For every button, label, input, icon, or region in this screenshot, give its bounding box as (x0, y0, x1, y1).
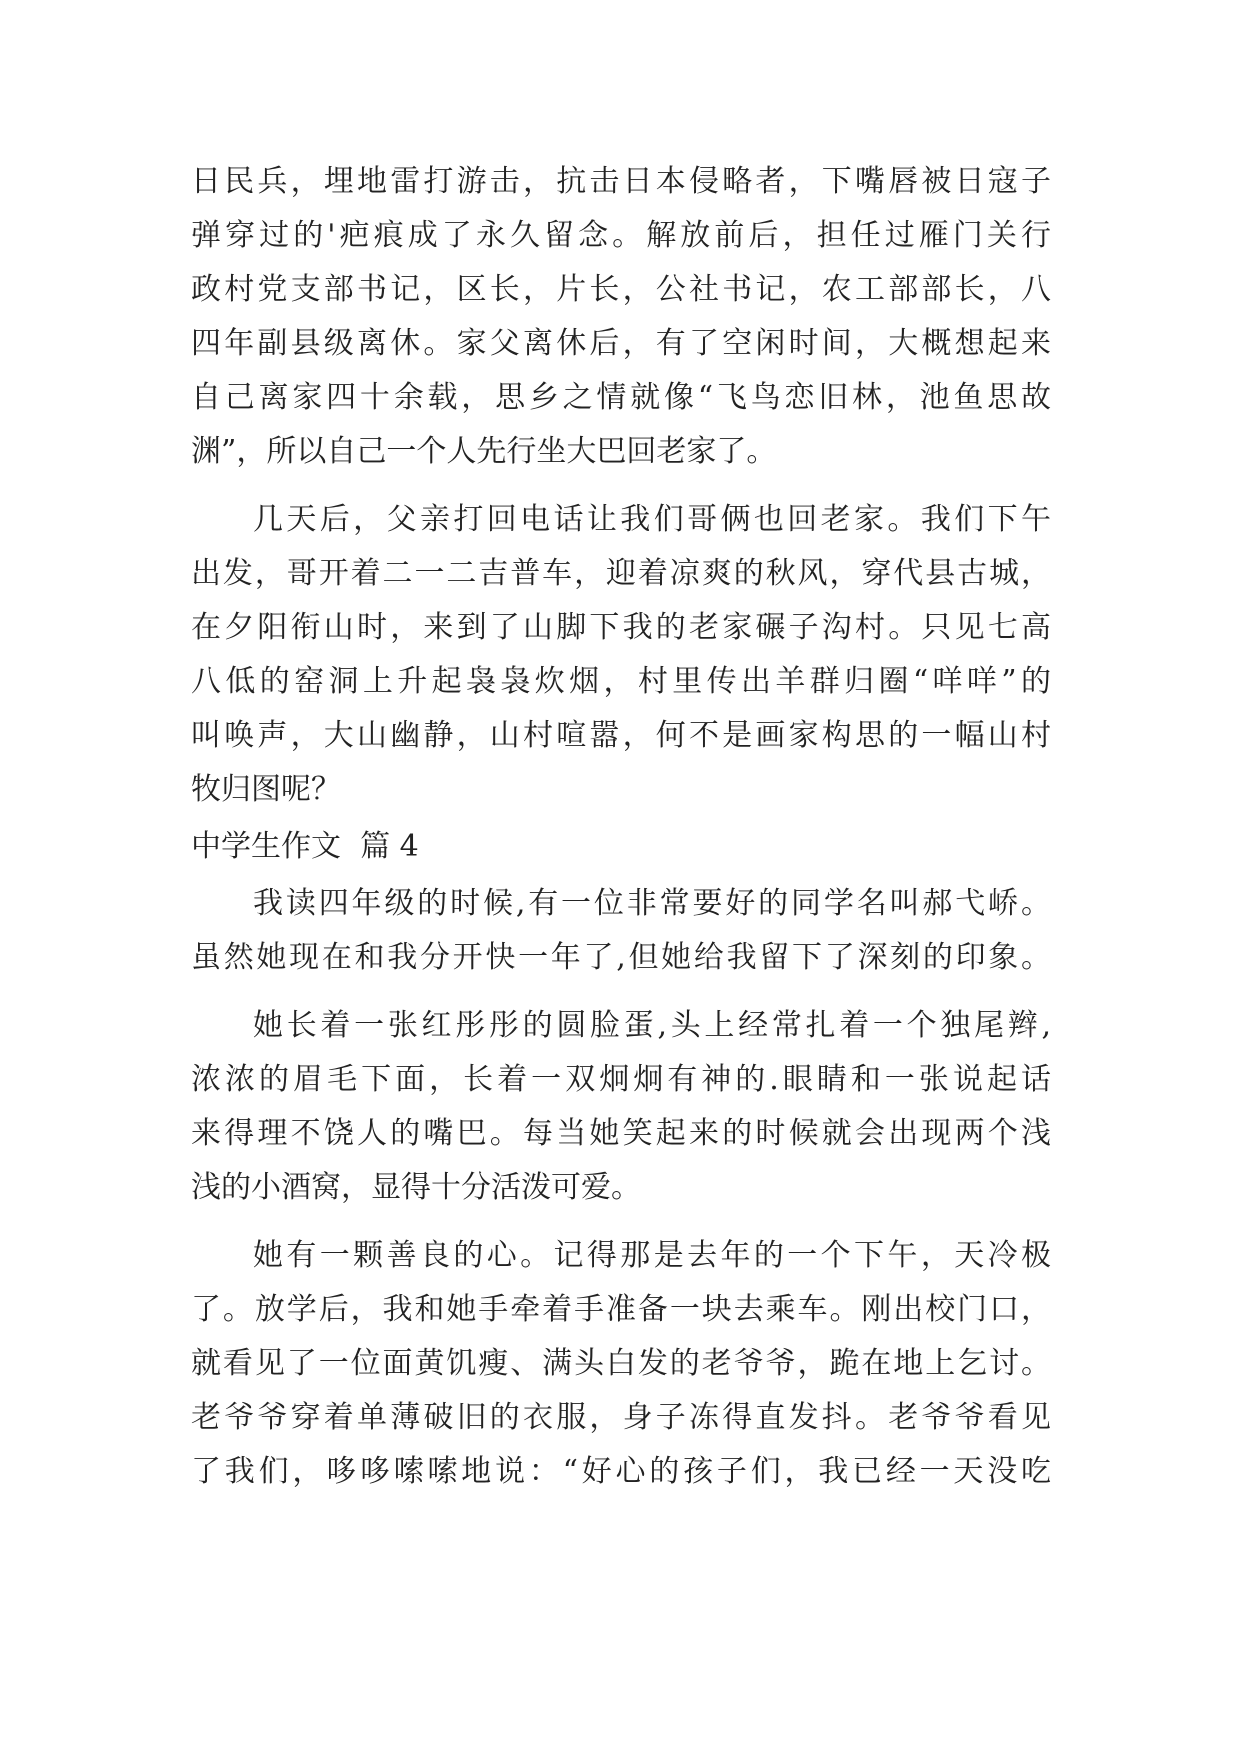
paragraph (191, 877, 1051, 985)
text-line: 她长着一张红彤彤的圆脸蛋,头上经常扎着一个独尾辫, (253, 1008, 1051, 1043)
text-line: 出发，哥开着二一二吉普车，迎着凉爽的秋风，穿代县古城， (191, 556, 1051, 591)
paragraph (191, 1229, 1051, 1499)
text-line: 日民兵，埋地雷打游击，抗击日本侵略者，下嘴唇被日寇子 (191, 164, 1051, 199)
text-line: 叫唤声，大山幽静，山村喧嚣，何不是画家构思的一幅山村 (191, 718, 1051, 753)
text-line: 几天后，父亲打回电话让我们哥俩也回老家。我们下午 (253, 502, 1051, 537)
text-line: 老爷爷穿着单薄破旧的衣服，身子冻得直发抖。老爷爷看见 (191, 1400, 1051, 1435)
text-line: 八低的窑洞上升起袅袅炊烟，村里传出羊群归圈“咩咩”的 (191, 664, 1051, 699)
text-line: 我读四年级的时候,有一位非常要好的同学名叫郝弋峤。 (253, 886, 1051, 921)
text-line: 了。放学后，我和她手牵着手准备一块去乘车。刚出校门口， (191, 1292, 1051, 1327)
text-line: 她有一颗善良的心。记得那是去年的一个下午，天冷极 (253, 1238, 1051, 1273)
text-line: 浓浓的眉毛下面，长着一双炯炯有神的.眼睛和一张说起话 (191, 1062, 1051, 1097)
text-line: 了我们，哆哆嗦嗦地说：“好心的孩子们，我已经一天没吃 (191, 1454, 1051, 1489)
paragraph (191, 155, 1051, 479)
text-line: 牧归图呢？ (191, 772, 341, 807)
paragraph (191, 999, 1051, 1215)
text-line: 来得理不饶人的嘴巴。每当她笑起来的时候就会出现两个浅 (191, 1116, 1051, 1151)
text-line: 弹穿过的'疤痕成了永久留念。解放前后，担任过雁门关行 (191, 218, 1051, 253)
paragraph (191, 493, 1051, 817)
text-line: 政村党支部书记，区长，片长，公社书记，农工部部长，八 (191, 272, 1051, 307)
text-line: 虽然她现在和我分开快一年了,但她给我留下了深刻的印象。 (191, 940, 1051, 975)
text-line: 浅的小酒窝，显得十分活泼可爱。 (191, 1170, 641, 1205)
text-line: 在夕阳衔山时，来到了山脚下我的老家碾子沟村。只见七高 (191, 610, 1051, 645)
text-line: 渊”，所以自己一个人先行坐大巴回老家了。 (191, 434, 777, 469)
document-page (191, 155, 1051, 1499)
section-heading: 中学生作文 篇 4 (191, 829, 419, 864)
text-line: 就看见了一位面黄饥瘦、满头白发的老爷爷，跪在地上乞讨。 (191, 1346, 1051, 1381)
text-line: 四年副县级离休。家父离休后，有了空闲时间，大概想起来 (191, 326, 1051, 361)
text-line: 自己离家四十余载，思乡之情就像“飞鸟恋旧林，池鱼思故 (191, 380, 1051, 415)
